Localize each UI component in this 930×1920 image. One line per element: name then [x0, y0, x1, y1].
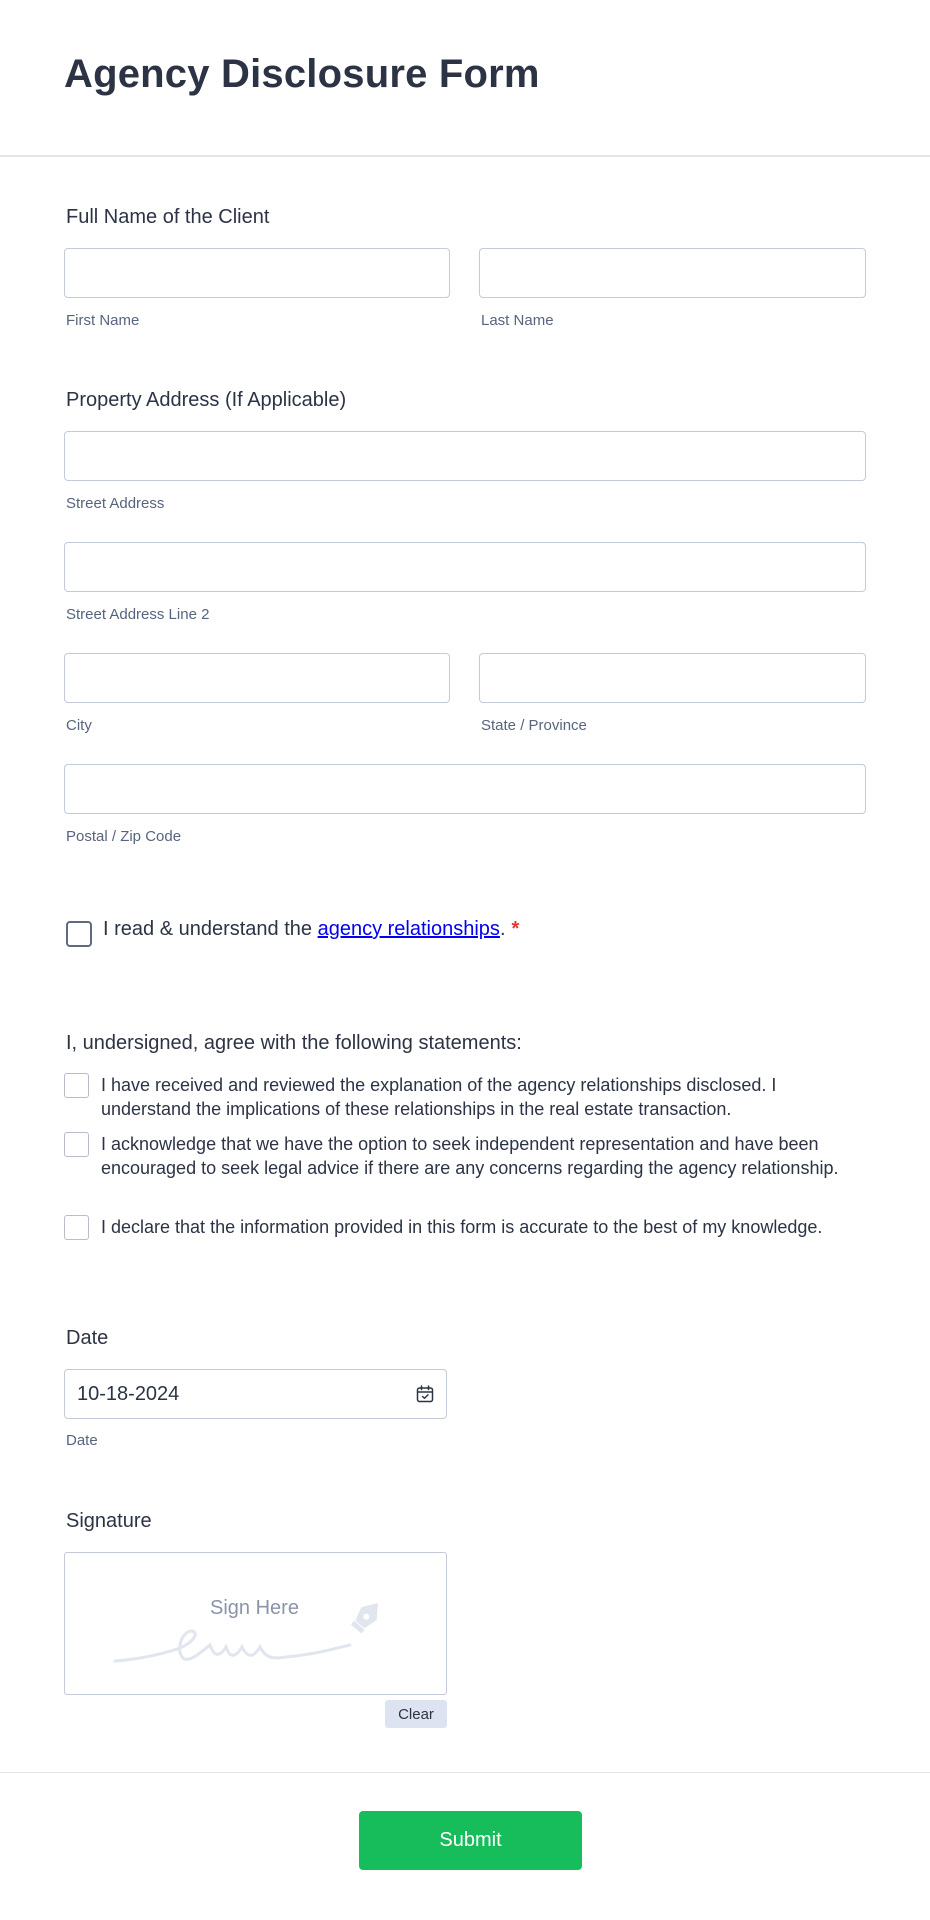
calendar-icon[interactable] [416, 1385, 434, 1403]
statement-text-3: I declare that the information provided in this form is accurate to the best of my knowledge. [101, 1217, 823, 1237]
pen-nib-icon [346, 1595, 388, 1637]
page-title: Agency Disclosure Form [64, 52, 540, 96]
statement-text-1: I have received and reviewed the explanation of the agency relationships disclosed. I understand the implications of these relationships in the real estate transaction. [101, 1075, 777, 1119]
postal-code-sublabel: Postal / Zip Code [66, 828, 182, 845]
date-sublabel: Date [66, 1432, 98, 1449]
client-name-label: Full Name of the Client [66, 206, 270, 228]
consent-text-suffix: . [499, 918, 506, 940]
state-province-input[interactable] [479, 653, 866, 703]
agency-relationships-link[interactable]: agency relationships [317, 918, 500, 940]
clear-signature-button[interactable]: Clear [385, 1700, 447, 1728]
first-name-sublabel: First Name [66, 312, 140, 329]
agency-relationships-checkbox[interactable] [66, 921, 92, 947]
date-label: Date [66, 1327, 109, 1349]
street-address-line2-input[interactable] [64, 542, 866, 592]
city-sublabel: City [66, 717, 92, 734]
form-header [0, 0, 930, 157]
sign-here-placeholder: Sign Here [210, 1597, 299, 1619]
footer-divider [0, 1772, 930, 1773]
postal-code-input[interactable] [64, 764, 866, 814]
required-asterisk: * [511, 918, 520, 940]
last-name-sublabel: Last Name [481, 312, 554, 329]
street-address-line2-sublabel: Street Address Line 2 [66, 606, 210, 623]
agency-relationships-consent [103, 918, 519, 941]
city-input[interactable] [64, 653, 450, 703]
state-province-sublabel: State / Province [481, 717, 587, 734]
statement-checkbox-3[interactable] [64, 1215, 89, 1240]
statement-checkbox-1[interactable] [64, 1073, 89, 1098]
submit-button[interactable]: Submit [359, 1811, 582, 1870]
signature-pad[interactable] [64, 1552, 447, 1695]
first-name-input[interactable] [64, 248, 450, 298]
street-address-input[interactable] [64, 431, 866, 481]
statements-label: I, undersigned, agree with the following statements: [66, 1032, 522, 1054]
date-value: 10-18-2024 [77, 1383, 180, 1405]
street-address-sublabel: Street Address [66, 495, 165, 512]
signature-label: Signature [66, 1510, 152, 1532]
last-name-input[interactable] [479, 248, 866, 298]
date-input[interactable] [64, 1369, 447, 1419]
statement-text-2: I acknowledge that we have the option to seek independent representation and have been encouraged to seek legal advice if there are any concerns regarding the agency relationship. [101, 1134, 839, 1178]
property-address-label: Property Address (If Applicable) [66, 389, 347, 411]
statement-checkbox-2[interactable] [64, 1132, 89, 1157]
consent-text-prefix: I read & understand the [103, 918, 318, 940]
